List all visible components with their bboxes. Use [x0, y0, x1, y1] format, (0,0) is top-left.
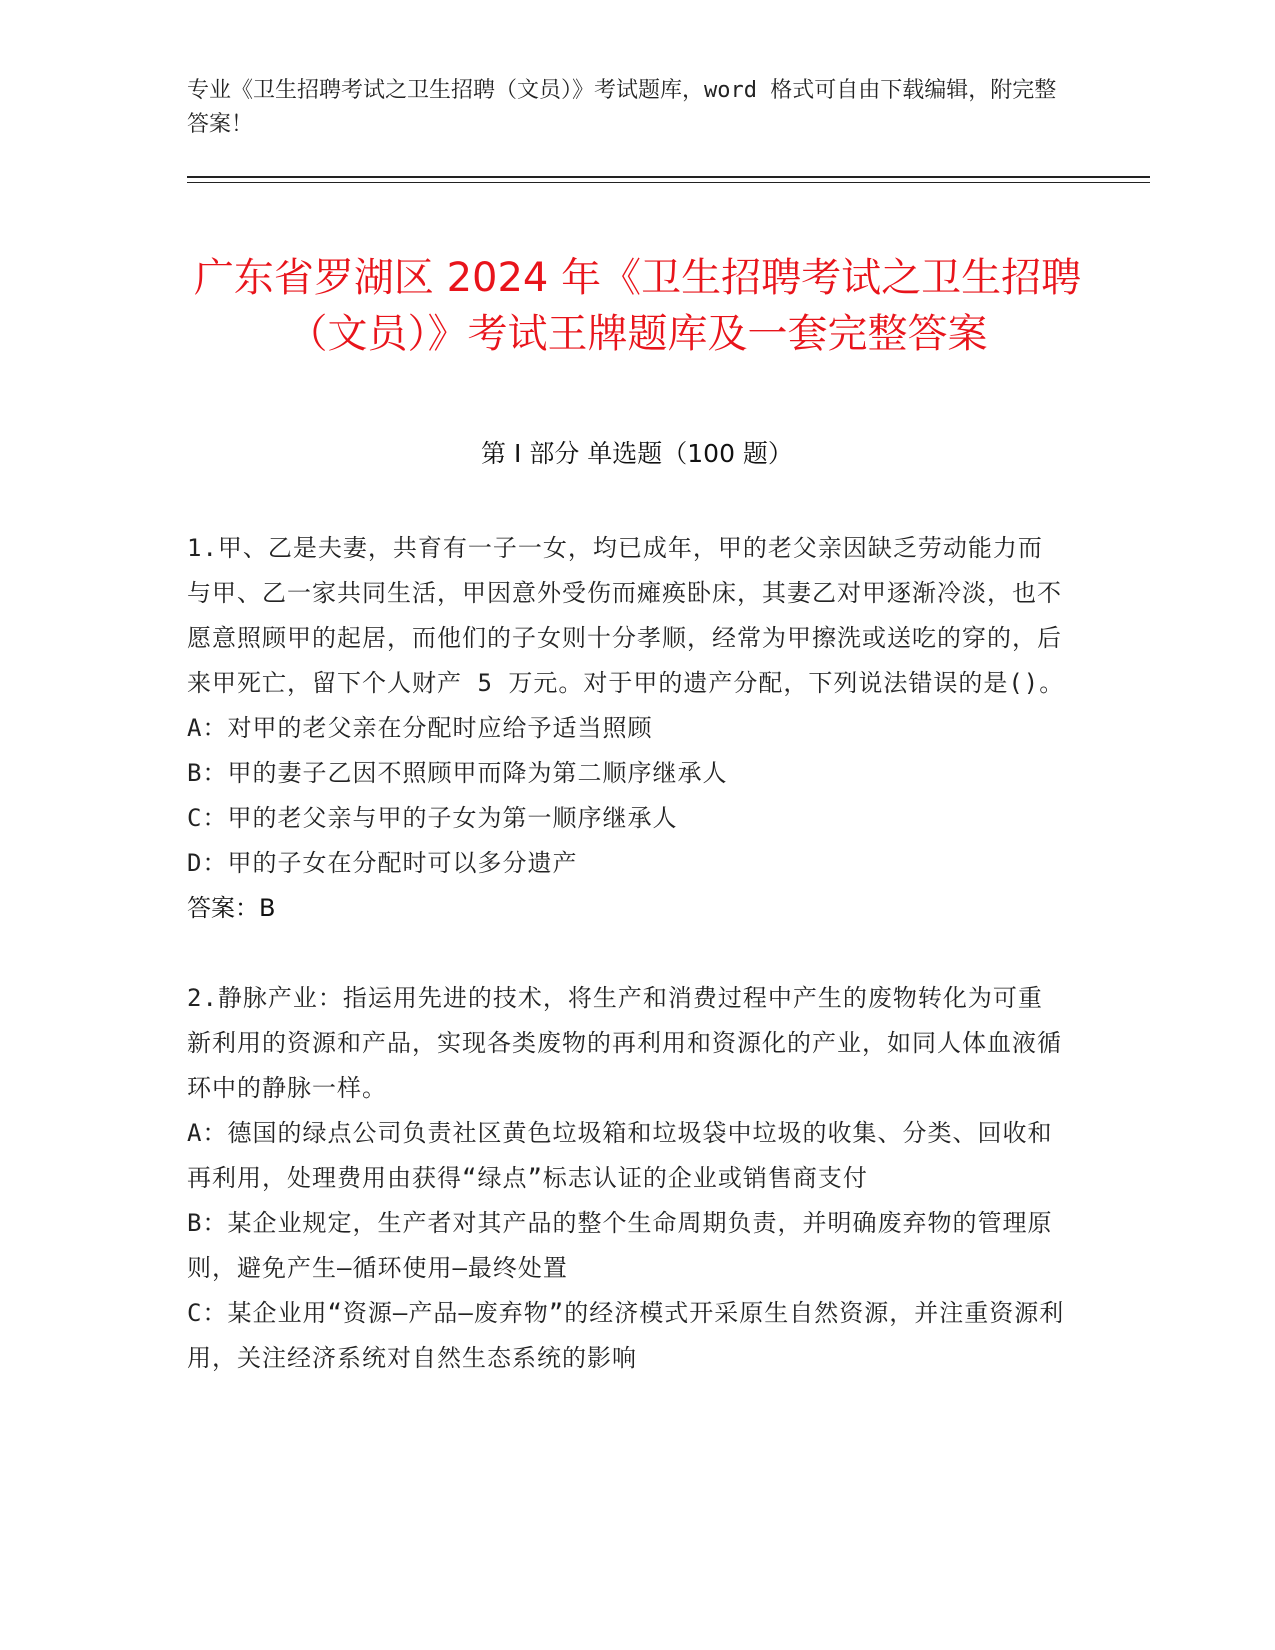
option-b: B：某企业规定，生产者对其产品的整个生命周期负责，并明确废弃物的管理原则，避免产生—循环使用—最终处置 — [187, 1209, 1053, 1282]
header-divider-thin — [187, 182, 1150, 183]
answer-text: 答案：B — [187, 894, 276, 922]
question-stem: 2.静脉产业：指运用先进的技术，将生产和消费过程中产生的废物转化为可重新利用的资源和产品，实现各类废物的再利用和资源化的产业，如同人体血液循环中的静脉一样。 — [187, 984, 1062, 1102]
section-title: 第 I 部分 单选题（100 题） — [481, 439, 793, 468]
option-c: C：某企业用“资源—产品—废弃物”的经济模式开采原生自然资源，并注重资源利用，关注经济系统对自然生态系统的影响 — [187, 1299, 1065, 1372]
header-note: 专业《卫生招聘考试之卫生招聘（文员）》考试题库，word 格式可自由下载编辑，附完整答案！ — [187, 78, 1057, 137]
question-2 — [187, 976, 1067, 1381]
option-c: C：甲的老父亲与甲的子女为第一顺序继承人 — [187, 804, 678, 832]
question-list — [187, 526, 1067, 1381]
header-divider-thick — [187, 176, 1150, 178]
option-a: A：德国的绿点公司负责社区黄色垃圾箱和垃圾袋中垃圾的收集、分类、回收和再利用，处理费用由获得“绿点”标志认证的企业或销售商支付 — [187, 1119, 1053, 1192]
question-stem: 1.甲、乙是夫妻，共育有一子一女，均已成年，甲的老父亲因缺乏劳动能力而与甲、乙一家共同生活，甲因意外受伤而瘫痪卧床，其妻乙对甲逐渐冷淡，也不愿意照顾甲的起居，而他们的子女则十分孝顺，经常为甲擦洗或送吃的穿的，后来甲死亡，留下个人财产 5 万元。对于甲的遗产分配，下列说法错误的是()。 — [187, 534, 1065, 697]
option-d: D：甲的子女在分配时可以多分遗产 — [187, 849, 578, 877]
option-a: A：对甲的老父亲在分配时应给予适当照顾 — [187, 714, 653, 742]
option-b: B：甲的妻子乙因不照顾甲而降为第二顺序继承人 — [187, 759, 728, 787]
question-1 — [187, 526, 1067, 931]
document-title: 广东省罗湖区 2024 年《卫生招聘考试之卫生招聘（文员）》考试王牌题库及一套完整答案 — [193, 254, 1082, 357]
